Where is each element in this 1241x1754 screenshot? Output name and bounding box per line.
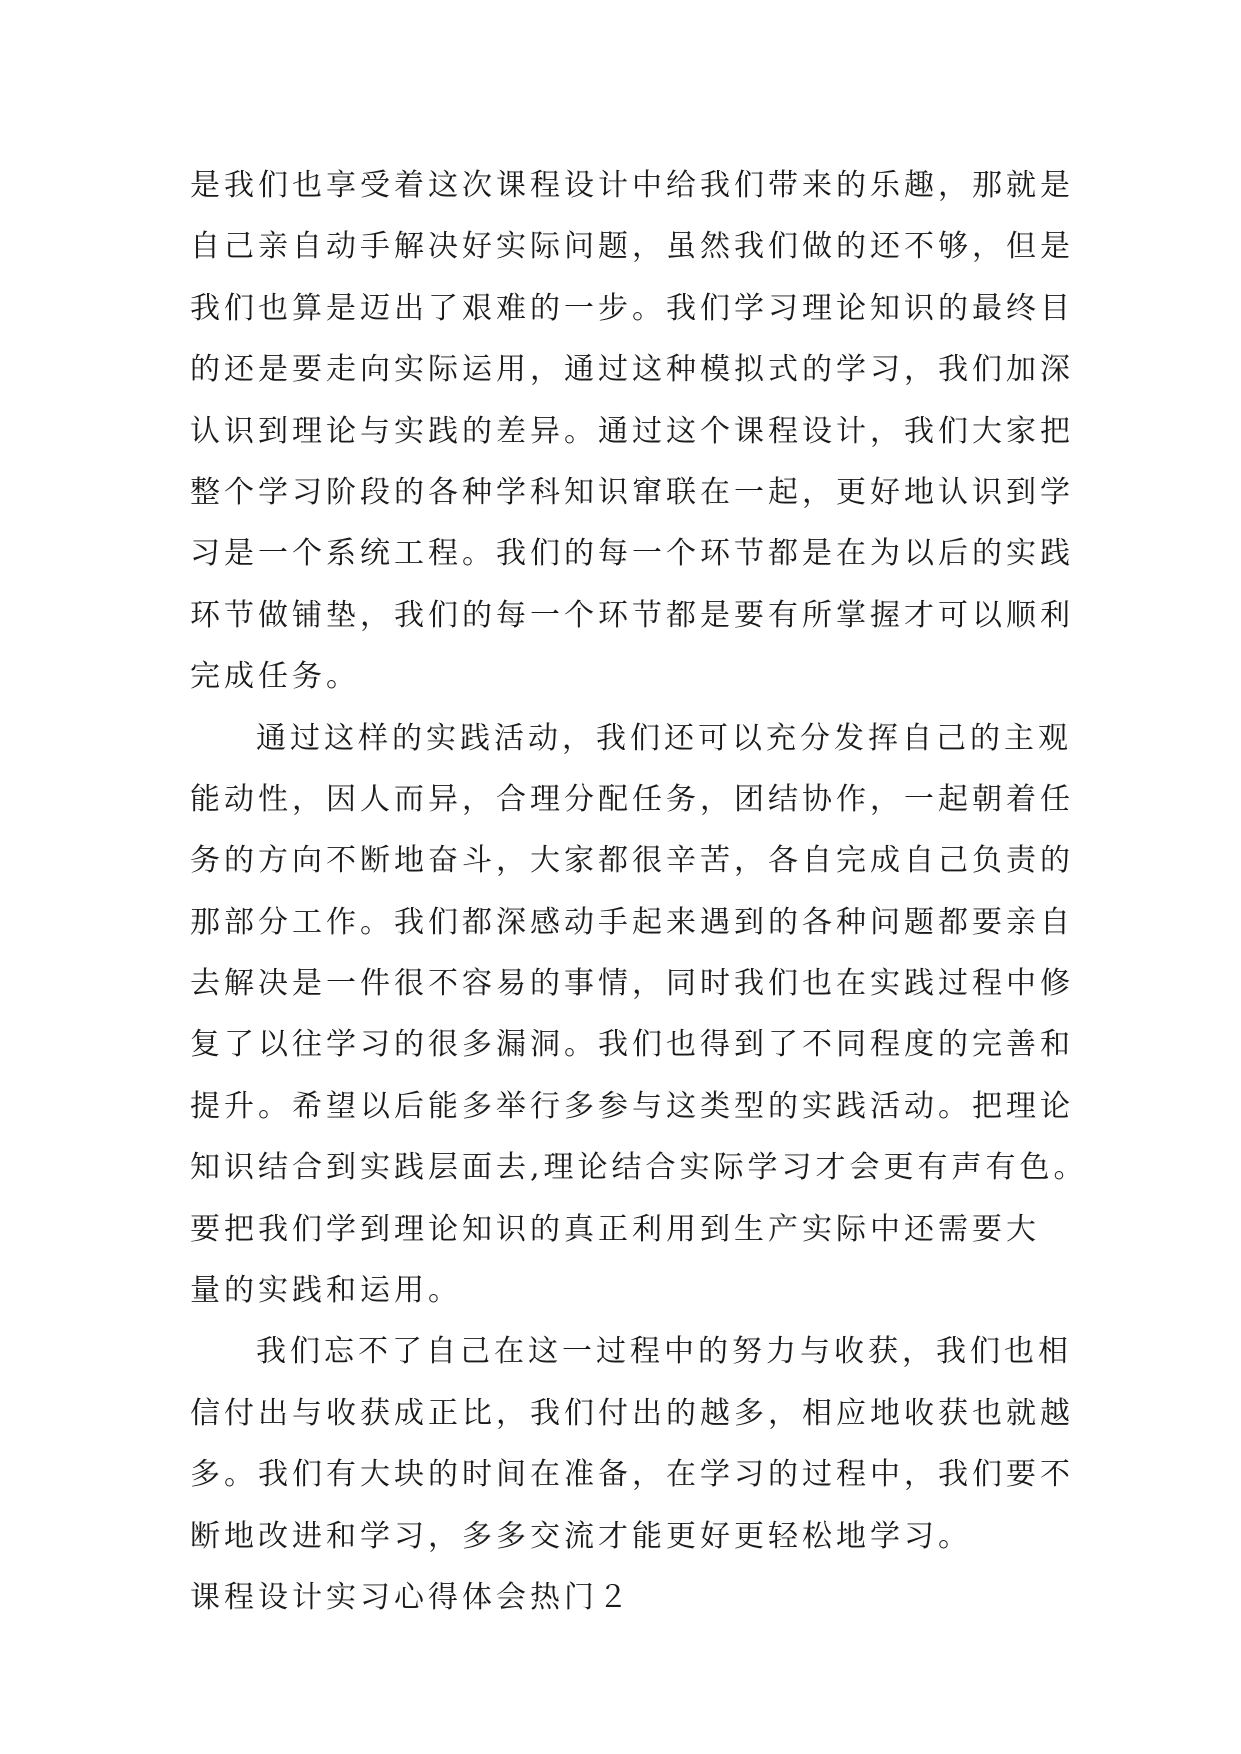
text-line: 务的方向不断地奋斗，大家都很辛苦，各自完成自己负责的 (190, 843, 1074, 879)
text-line: 提升。希望以后能多举行多参与这类型的实践活动。把理论 (190, 1088, 1074, 1124)
text-line: 是我们也享受着这次课程设计中给我们带来的乐趣，那就是 (190, 168, 1074, 203)
text-line: 量的实践和运用。 (190, 1273, 462, 1309)
paragraph-1 (190, 155, 1074, 708)
paragraph-3 (190, 1321, 1074, 1567)
paragraph-2 (190, 708, 1088, 1322)
text-line: 环节做铺垫，我们的每一个环节都是要有所掌握才可以顺利 (190, 597, 1074, 633)
text-line: 断地改进和学习，多多交流才能更好更轻松地学习。 (190, 1518, 972, 1554)
text-line: 整个学习阶段的各种学科知识窜联在一起，更好地认识到学 (190, 474, 1074, 510)
text-line: 多。我们有大块的时间在准备，在学习的过程中，我们要不 (190, 1457, 1074, 1493)
text-line: 去解决是一件很不容易的事情，同时我们也在实践过程中修 (190, 966, 1074, 1002)
text-line: 自己亲自动手解决好实际问题，虽然我们做的还不够，但是 (190, 229, 1074, 265)
text-line: 我们也算是迈出了艰难的一步。我们学习理论知识的最终目 (190, 290, 1074, 326)
text-line: 我们忘不了自己在这一过程中的努力与收获，我们也相 (256, 1334, 1072, 1370)
text-line: 能动性，因人而异，合理分配任务，团结协作，一起朝着任 (190, 781, 1074, 817)
text-line: 认识到理论与实践的差异。通过这个课程设计，我们大家把 (190, 413, 1074, 449)
text-line: 信付出与收获成正比，我们付出的越多，相应地收获也就越 (190, 1395, 1074, 1431)
text-line: 的还是要走向实际运用，通过这种模拟式的学习，我们加深 (190, 352, 1074, 388)
text-line: 完成任务。 (190, 659, 360, 695)
text-line: 通过这样的实践活动，我们还可以充分发挥自己的主观 (256, 720, 1072, 756)
text-line: 习是一个系统工程。我们的每一个环节都是在为以后的实践 (190, 536, 1074, 572)
text-line: 那部分工作。我们都深感动手起来遇到的各种问题都要亲自 (190, 904, 1074, 940)
text-line: 复了以往学习的很多漏洞。我们也得到了不同程度的完善和 (190, 1027, 1074, 1063)
text-line: 知识结合到实践层面去,理论结合实际学习才会更有声有色。 (190, 1150, 1088, 1186)
document-body (190, 155, 1088, 1628)
section-heading: 课程设计实习心得体会热门２ (190, 1579, 632, 1615)
text-line: 要把我们学到理论知识的真正利用到生产实际中还需要大 (190, 1211, 1040, 1247)
